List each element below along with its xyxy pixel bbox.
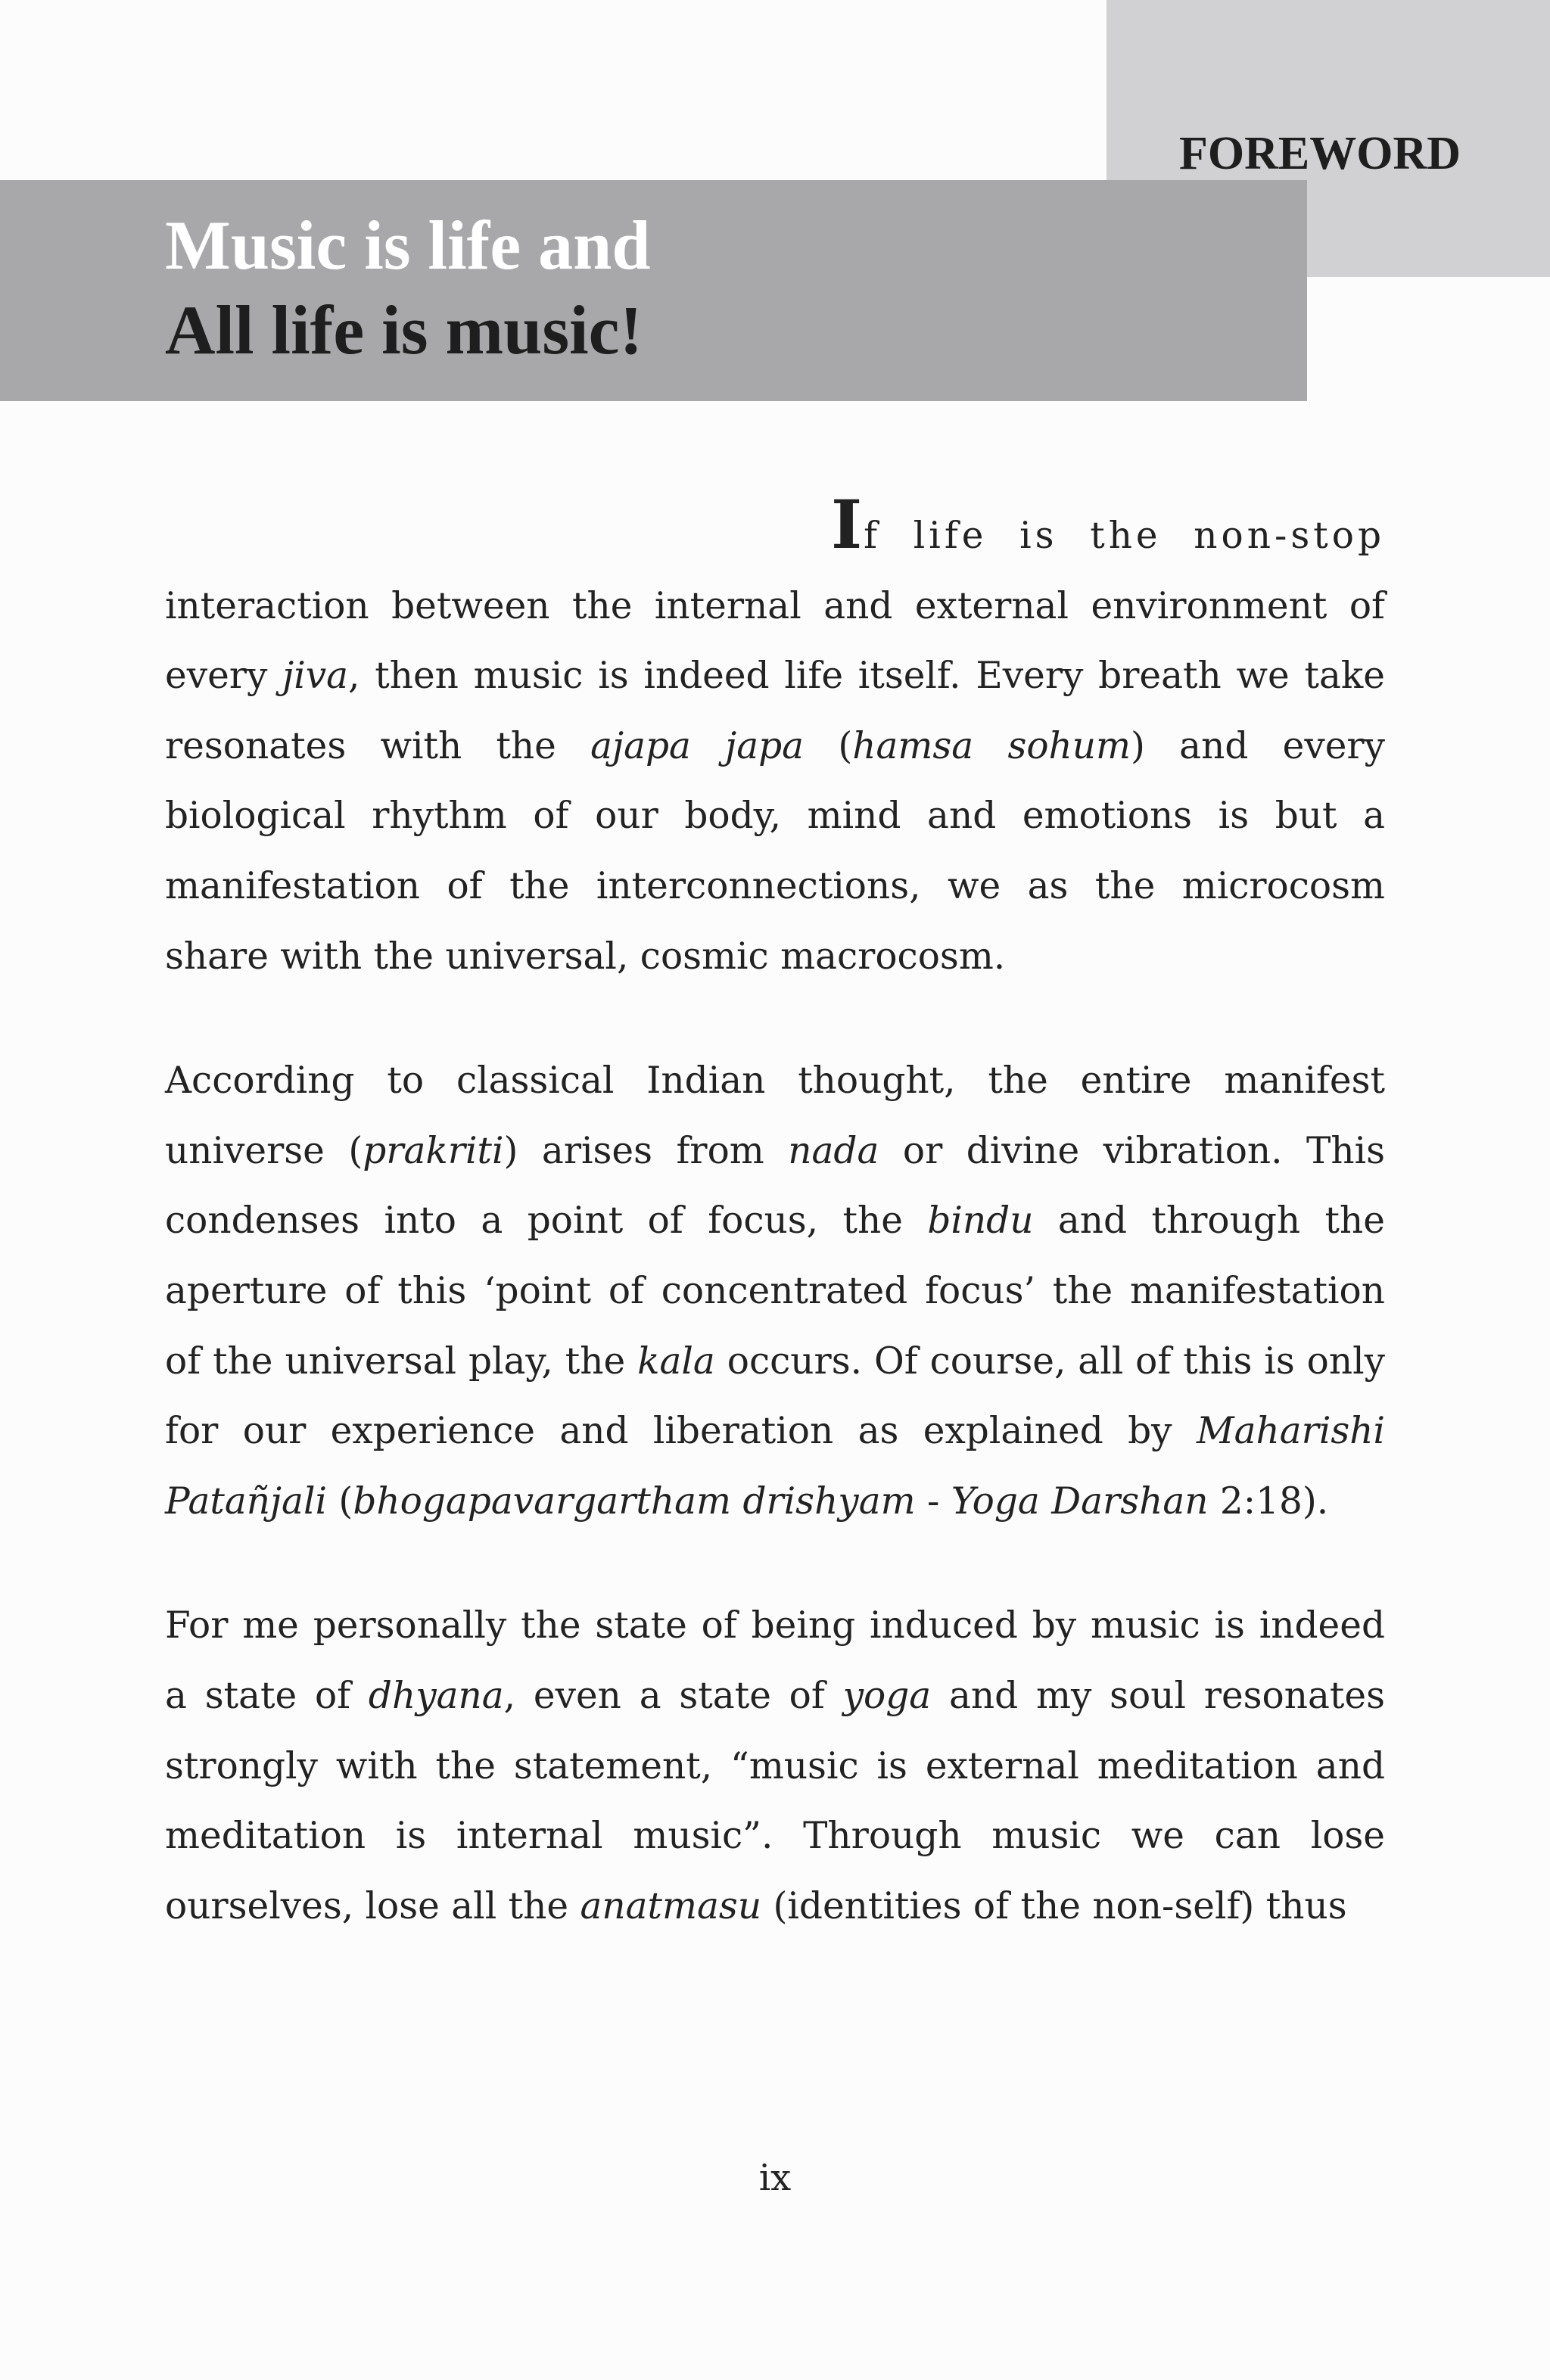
italic-term: anatmasu (580, 1884, 762, 1927)
chapter-title-line-2: All life is music! (165, 291, 643, 369)
text-run: According to classical Indian thought, the entire manifest universe ( (165, 1059, 1385, 1172)
italic-term: Maharishi Patañjali (165, 1410, 1385, 1523)
text-run: For me personally the state of being induced by music is indeed a state of (165, 1604, 1385, 1717)
text-run: , then music is indeed life itself. Every breath we take resonates with the (165, 655, 1385, 767)
italic-term: yoga (842, 1674, 932, 1717)
text-run: ( (804, 724, 853, 767)
italic-term: nada (788, 1129, 879, 1172)
italic-term: jiva (282, 655, 349, 698)
text-run: 2:18). (1208, 1479, 1329, 1523)
paragraph-1 (165, 485, 1386, 991)
italic-term: bindu (927, 1199, 1034, 1243)
text-run: ) and every biological rhythm of our body, mind and emotions is but a manifestation of the interconnections, we as the microcosm share with the universal, cosmic macrocosm. (165, 724, 1386, 978)
text-run: and my soul resonates strongly with the statement, “music is external meditation and meditation is internal music”. Through music we can lose ourselves, lose all the (165, 1674, 1385, 1927)
section-label: FOREWORD (1179, 128, 1461, 179)
text-run: , even a state of (503, 1674, 843, 1717)
text-run: occurs. Of course, all of this is only for our experience and liberation as explained by (165, 1339, 1385, 1453)
text-run: - (915, 1479, 951, 1523)
text-run: (identities of the non-self) thus (761, 1884, 1347, 1927)
italic-term: kala (637, 1339, 715, 1383)
text-run: ( (327, 1479, 353, 1523)
paragraph-3 (165, 1591, 1385, 1941)
body-text (165, 485, 1386, 1941)
italic-term: Yoga Darshan (951, 1479, 1209, 1523)
text-run: interaction between the internal and external environment of every (165, 584, 1385, 698)
italic-term: prakriti (363, 1129, 504, 1172)
paragraph-2 (165, 1046, 1385, 1536)
italic-term: ajapa japa (590, 724, 805, 767)
drop-cap: I (831, 485, 864, 564)
italic-term: dhyana (368, 1674, 504, 1717)
text-run: ) arises from (503, 1129, 789, 1172)
opening-words: f life is the non-stop (864, 515, 1385, 557)
text-run: or divine vibration. This condenses into a point of focus, the (165, 1129, 1386, 1243)
text-run: and through the aperture of this ‘point of concentrated focus’ the manifestation of the universal play, the (165, 1199, 1385, 1383)
italic-term: hamsa sohum (852, 724, 1131, 767)
page-number: ix (758, 2157, 792, 2199)
chapter-title-line-1: Music is life and (165, 207, 651, 284)
italic-term: bhogapavargartham drishyam (353, 1479, 916, 1523)
